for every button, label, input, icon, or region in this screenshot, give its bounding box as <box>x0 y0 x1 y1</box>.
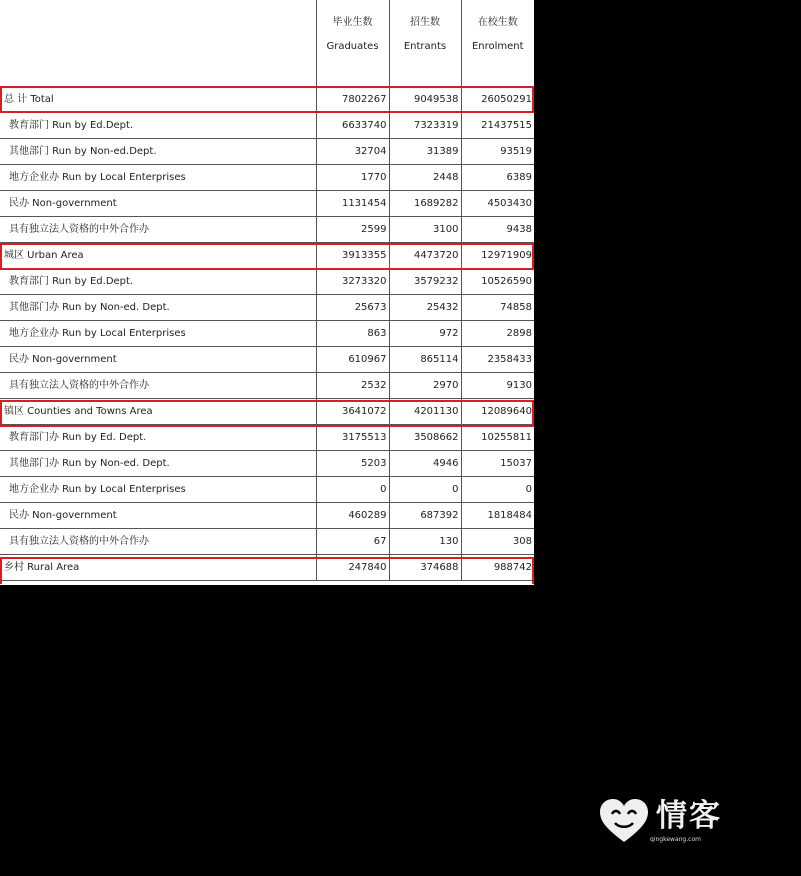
watermark-subtext: qingkewang.com <box>650 836 701 843</box>
header-enrolment-zh: 在校生数 <box>477 17 518 28</box>
cell-enrolment: 74858 <box>461 295 534 321</box>
row-label: 教育部门办 Run by Ed. Dept. <box>0 425 316 451</box>
header-graduates-zh: 毕业生数 <box>332 17 373 28</box>
cell-enrolment: 93519 <box>461 139 534 165</box>
row-label: 其他部门 Run by Non-ed.Dept. <box>0 139 316 165</box>
cell-enrolment: 12971909 <box>461 243 534 269</box>
table-row-urban <box>0 243 534 269</box>
cell-entrants: 4473720 <box>389 243 461 269</box>
cell-entrants: 4946 <box>389 451 461 477</box>
table-row <box>0 425 534 451</box>
cell-enrolment: 1818484 <box>461 503 534 529</box>
cell-enrolment: 10526590 <box>461 269 534 295</box>
row-label: 民办 Non-government <box>0 503 316 529</box>
cell-entrants: 2448 <box>389 165 461 191</box>
table-row <box>0 295 534 321</box>
table-row-rural <box>0 555 534 581</box>
row-label: 教育部门 Run by Ed.Dept. <box>0 113 316 139</box>
header-entrants-en: Entrants <box>403 41 447 52</box>
table-row <box>0 217 534 243</box>
row-label: 其他部门办 Run by Non-ed. Dept. <box>0 295 316 321</box>
table-row <box>0 347 534 373</box>
cell-graduates: 247840 <box>316 555 389 581</box>
row-label: 地方企业办 Run by Local Enterprises <box>0 321 316 347</box>
cell-entrants: 865114 <box>389 347 461 373</box>
cell-entrants: 0 <box>389 477 461 503</box>
row-label: 具有独立法人资格的中外合作办 <box>0 529 316 555</box>
cell-entrants: 2970 <box>389 373 461 399</box>
header-corner-cell <box>0 0 316 87</box>
table-row-total <box>0 87 534 113</box>
cell-entrants: 25432 <box>389 295 461 321</box>
table-row <box>0 269 534 295</box>
cell-enrolment: 15037 <box>461 451 534 477</box>
cell-graduates: 3913355 <box>316 243 389 269</box>
row-label: 其他部门办 Run by Non-ed. Dept. <box>0 451 316 477</box>
row-label: 民办 Non-government <box>0 347 316 373</box>
header-enrolment <box>461 0 534 87</box>
cell-graduates: 2599 <box>316 217 389 243</box>
table-header-row <box>0 0 534 87</box>
table-row <box>0 139 534 165</box>
cell-entrants: 1689282 <box>389 191 461 217</box>
cell-entrants: 972 <box>389 321 461 347</box>
header-graduates-en: Graduates <box>326 41 379 52</box>
enrolment-statistics-table <box>0 0 534 581</box>
cell-enrolment: 4503430 <box>461 191 534 217</box>
row-label: 地方企业办 Run by Local Enterprises <box>0 477 316 503</box>
cell-enrolment: 2358433 <box>461 347 534 373</box>
table-row <box>0 451 534 477</box>
header-entrants <box>389 0 461 87</box>
cell-entrants: 4201130 <box>389 399 461 425</box>
cell-entrants: 687392 <box>389 503 461 529</box>
cell-enrolment: 12089640 <box>461 399 534 425</box>
cell-graduates: 6633740 <box>316 113 389 139</box>
cell-enrolment: 9130 <box>461 373 534 399</box>
row-label: 具有独立法人资格的中外合作办 <box>0 373 316 399</box>
cell-graduates: 863 <box>316 321 389 347</box>
cell-graduates: 610967 <box>316 347 389 373</box>
row-label: 地方企业办 Run by Local Enterprises <box>0 165 316 191</box>
row-label: 教育部门 Run by Ed.Dept. <box>0 269 316 295</box>
cell-graduates: 3273320 <box>316 269 389 295</box>
cell-graduates: 25673 <box>316 295 389 321</box>
cell-entrants: 9049538 <box>389 87 461 113</box>
header-entrants-zh: 招生数 <box>410 17 440 28</box>
cell-entrants: 3579232 <box>389 269 461 295</box>
row-label: 镇区 Counties and Towns Area <box>0 399 316 425</box>
cell-graduates: 0 <box>316 477 389 503</box>
table-row-towns <box>0 399 534 425</box>
table-row <box>0 373 534 399</box>
cell-enrolment: 26050291 <box>461 87 534 113</box>
cell-entrants: 31389 <box>389 139 461 165</box>
cell-graduates: 1770 <box>316 165 389 191</box>
cell-graduates: 2532 <box>316 373 389 399</box>
cell-graduates: 32704 <box>316 139 389 165</box>
cell-enrolment: 10255811 <box>461 425 534 451</box>
statistics-table-sheet <box>0 0 534 585</box>
cell-graduates: 5203 <box>316 451 389 477</box>
table-row <box>0 321 534 347</box>
cell-entrants: 374688 <box>389 555 461 581</box>
cell-graduates: 3641072 <box>316 399 389 425</box>
row-label: 城区 Urban Area <box>0 243 316 269</box>
cell-entrants: 3508662 <box>389 425 461 451</box>
cell-enrolment: 308 <box>461 529 534 555</box>
cell-graduates: 460289 <box>316 503 389 529</box>
table-row <box>0 503 534 529</box>
table-row <box>0 477 534 503</box>
watermark-text: 情客 <box>656 798 722 834</box>
cell-enrolment: 2898 <box>461 321 534 347</box>
header-graduates <box>316 0 389 87</box>
cell-graduates: 67 <box>316 529 389 555</box>
cell-enrolment: 988742 <box>461 555 534 581</box>
row-label: 乡村 Rural Area <box>0 555 316 581</box>
table-row <box>0 113 534 139</box>
table-row <box>0 529 534 555</box>
watermark-logo <box>598 796 728 848</box>
cell-graduates: 7802267 <box>316 87 389 113</box>
cell-enrolment: 6389 <box>461 165 534 191</box>
cell-entrants: 3100 <box>389 217 461 243</box>
cell-enrolment: 9438 <box>461 217 534 243</box>
cell-enrolment: 0 <box>461 477 534 503</box>
row-label: 具有独立法人资格的中外合作办 <box>0 217 316 243</box>
row-label: 民办 Non-government <box>0 191 316 217</box>
heart-icon <box>598 796 650 846</box>
cell-graduates: 1131454 <box>316 191 389 217</box>
cell-entrants: 130 <box>389 529 461 555</box>
table-row <box>0 191 534 217</box>
cell-enrolment: 21437515 <box>461 113 534 139</box>
cell-entrants: 7323319 <box>389 113 461 139</box>
header-enrolment-en: Enrolment <box>471 41 524 52</box>
cell-graduates: 3175513 <box>316 425 389 451</box>
table-row <box>0 165 534 191</box>
row-label: 总 计 Total <box>0 87 316 113</box>
